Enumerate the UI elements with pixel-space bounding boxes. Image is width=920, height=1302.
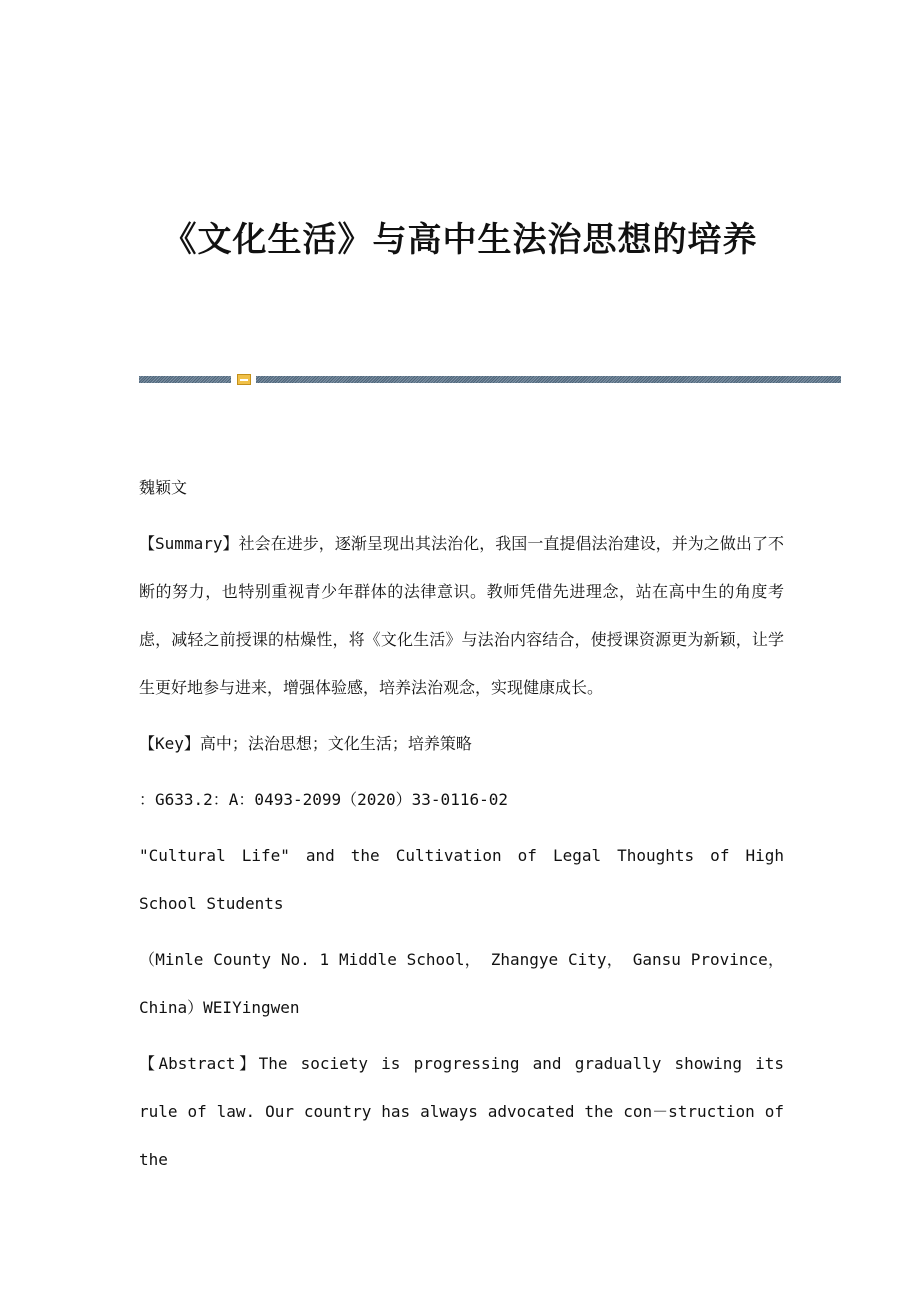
divider-left-bar bbox=[139, 376, 231, 383]
abstract-label: 【Abstract】 bbox=[139, 1054, 259, 1073]
divider-emblem-icon bbox=[237, 374, 251, 385]
paper-body bbox=[139, 464, 784, 1192]
abstract-paragraph bbox=[139, 1040, 784, 1184]
affiliation: （Minle County No. 1 Middle School， Zhangye City， Gansu Province， China）WEIYingwen bbox=[139, 950, 784, 1017]
english-title: "Cultural Life" and the Cultivation of Legal Thoughts of High School Students bbox=[139, 846, 784, 913]
summary-label: 【Summary】 bbox=[139, 534, 239, 553]
title-divider bbox=[139, 374, 841, 385]
abstract-text: The society is progressing and gradually showing its rule of law. Our country has always advocated the con－struction of the bbox=[139, 1054, 784, 1169]
paper-title: 《文化生活》与高中生法治思想的培养 bbox=[162, 220, 758, 260]
keywords-text: 高中；法治思想；文化生活；培养策略 bbox=[199, 734, 472, 753]
divider-right-bar bbox=[256, 376, 841, 383]
summary-text: 社会在进步，逐渐呈现出其法治化，我国一直提倡法治建设，并为之做出了不断的努力，也特别重视青少年群体的法律意识。教师凭借先进理念，站在高中生的角度考虑，减轻之前授课的枯燥性，将《文化生活》与法治内容结合，使授课资源更为新颖，让学生更好地参与进来，增强体验感，培养法治观念，实现健康成长。 bbox=[139, 534, 784, 697]
keywords-label: 【Key】 bbox=[139, 734, 200, 753]
author-name: 魏颖文 bbox=[139, 478, 188, 497]
keywords-paragraph bbox=[139, 720, 784, 768]
classification-line: ：G633.2：A：0493-2099（2020）33-0116-02 bbox=[139, 790, 508, 809]
summary-paragraph bbox=[139, 520, 784, 712]
